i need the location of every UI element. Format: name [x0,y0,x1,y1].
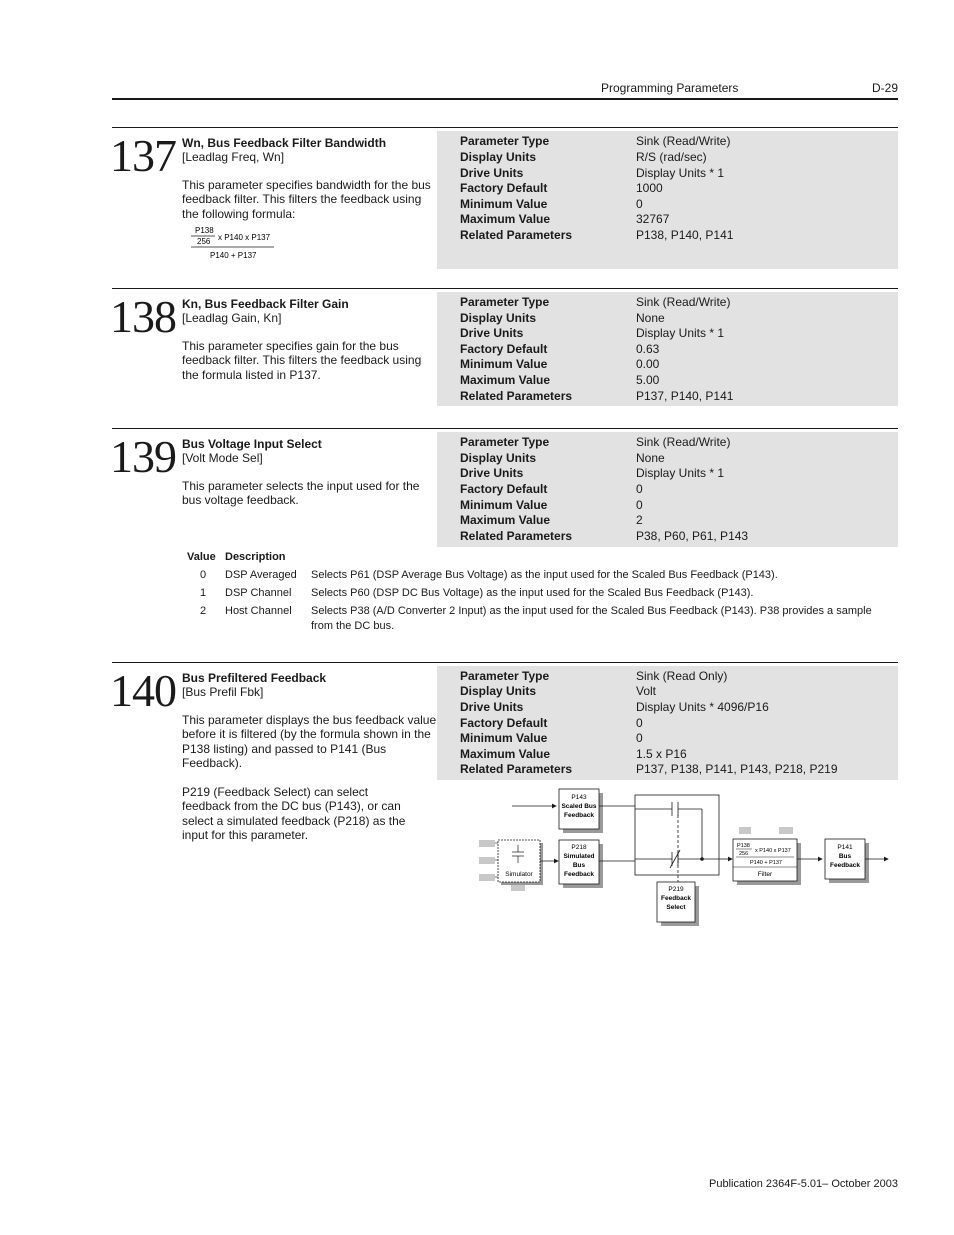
filter-label: Filter [757,871,773,878]
feedback-select-switch [599,795,719,882]
row-parameter-type: Parameter Type Sink (Read/Write) [460,435,731,449]
p219-feedback-select-block [657,882,699,926]
row-related-parameters: Related Parameters P138, P140, P141 [460,228,734,242]
row-maximum-value: Maximum Value 2 [460,513,643,527]
param-panel-138 [437,292,898,406]
filter-formula-bottom: P140 + P137 [750,860,782,866]
param-alias-140: [Bus Prefil Fbk] [182,685,264,699]
section-rule-140 [112,662,898,663]
param-title-139: Bus Voltage Input Select [182,437,322,451]
publication-footer: Publication 2364F-5.01– October 2003 [709,1178,898,1190]
row-parameter-type: Parameter Type Sink (Read/Write) [460,295,731,309]
param-description-140-b: P219 (Feedback Select) can select feedback from the DC bus (P143), or can select a simulated feedback (P218) as the input for this parameter. [182,785,406,842]
row-display-units: Display Units R/S (rad/sec) [460,150,707,164]
row-display-units: Display Units None [460,451,665,465]
table-row-text: Selects P61 (DSP Average Bus Voltage) as the input used for the Scaled Bus Feedback (P143). [311,569,778,581]
row-related-parameters: Related Parameters P38, P60, P61, P143 [460,529,749,543]
table-row-text-continued: from the DC bus. [311,620,395,632]
param-alias-138: [Leadlag Gain, Kn] [182,311,282,325]
filter-formula-numerator: P138 [737,843,750,849]
simulator-block [498,840,543,885]
row-minimum-value: Minimum Value 0 [460,731,643,745]
row-minimum-value: Minimum Value 0.00 [460,357,660,371]
p141-line2: Feedback [830,862,860,869]
param-description-138: This parameter specifies gain for the bus feedback filter. This filters the feedback using the formula listed in P137. [182,339,422,382]
table-header-value: Value [187,551,216,563]
param-alias-137: [Leadlag Freq, Wn] [182,150,285,164]
table-row-name: DSP Channel [225,587,292,599]
table-row-value: 0 [200,569,207,581]
row-drive-units: Drive Units Display Units * 1 [460,326,725,340]
p218-simulated-bus-feedback-block [559,840,603,888]
row-drive-units: Drive Units Display Units * 1 [460,166,725,180]
param-title-137: Wn, Bus Feedback Filter Bandwidth [182,136,387,150]
section-rule-138 [112,288,898,289]
feedback-block-diagram [474,785,894,930]
p143-line2: Feedback [564,812,594,819]
param-panel-139 [437,432,898,547]
simulator-label: Simulator [505,871,533,878]
p218-id: P218 [571,844,587,851]
header-section-title: Programming Parameters [601,81,739,95]
row-display-units: Display Units Volt [460,684,657,698]
param-panel-137 [437,131,898,269]
p141-bus-feedback-block [825,839,869,883]
filter-formula-middle: x P140 x P137 [755,848,791,854]
row-factory-default: Factory Default 0 [460,716,643,730]
row-maximum-value: Maximum Value 5.00 [460,373,660,387]
param-alias-139: [Volt Mode Sel] [182,451,263,465]
row-minimum-value: Minimum Value 0 [460,197,643,211]
row-maximum-value: Maximum Value 32767 [460,212,670,226]
row-factory-default: Factory Default 0 [460,482,643,496]
formula-denominator: 256 [197,237,211,246]
param-number-139: 139 [110,431,176,482]
p143-id: P143 [571,794,587,801]
row-display-units: Display Units None [460,311,665,325]
param-number-138: 138 [110,291,176,342]
p218-line3: Feedback [564,871,594,878]
table-row-value: 1 [200,587,207,599]
p219-id: P219 [668,886,684,893]
table-header-description: Description [225,551,286,563]
p219-line1: Feedback [661,895,691,902]
p219-line2: Select [666,904,686,911]
row-parameter-type: Parameter Type Sink (Read/Write) [460,134,731,148]
p218-line1: Simulated [563,853,595,860]
param-number-140: 140 [110,665,176,716]
header-page-number: D-29 [872,81,899,95]
param-description-137: This parameter specifies bandwidth for the bus feedback filter. This filters the feedback using the following formula: [182,178,431,221]
table-row-name: DSP Averaged [225,569,297,581]
header-rule [112,98,898,100]
formula-middle: x P140 x P137 [218,233,271,242]
p143-scaled-bus-feedback-block [559,789,603,833]
p143-line1: Scaled Bus [561,803,597,810]
param-description-140: This parameter displays the bus feedback value before it is filtered (by the formula shown in the P138 listing) and passed to P141 (Bus Feedback). [182,713,437,770]
p141-id: P141 [837,844,853,851]
param-title-140: Bus Prefiltered Feedback [182,671,327,685]
p141-line1: Bus [838,853,852,860]
param-description-139: This parameter selects the input used for the bus voltage feedback. [182,479,420,508]
table-row-name: Host Channel [225,605,292,617]
row-factory-default: Factory Default 1000 [460,181,663,195]
row-related-parameters: Related Parameters P137, P140, P141 [460,389,734,403]
row-minimum-value: Minimum Value 0 [460,498,643,512]
formula-numerator: P138 [195,226,214,235]
p218-line2: Bus [572,862,586,869]
filter-block [733,827,801,885]
row-related-parameters: Related Parameters P137, P138, P141, P143, P218, P219 [460,762,838,776]
formula-bottom: P140 + P137 [210,251,257,260]
table-row-text: Selects P60 (DSP DC Bus Voltage) as the input used for the Scaled Bus Feedback (P143). [311,587,754,599]
table-row-value: 2 [200,605,207,617]
row-drive-units: Drive Units Display Units * 4096/P16 [460,700,769,714]
filter-formula-denominator: 256 [739,851,749,857]
row-drive-units: Drive Units Display Units * 1 [460,466,725,480]
row-maximum-value: Maximum Value 1.5 x P16 [460,747,687,761]
section-rule-139 [112,428,898,429]
bandwidth-formula [188,224,288,264]
param-title-138: Kn, Bus Feedback Filter Gain [182,297,349,311]
row-parameter-type: Parameter Type Sink (Read Only) [460,669,728,683]
table-row-text: Selects P38 (A/D Converter 2 Input) as the input used for the Scaled Bus Feedback (P143). P38 provides a sample [311,605,872,617]
section-rule-137 [112,127,898,128]
param-number-137: 137 [110,130,176,181]
param-panel-140 [437,666,898,780]
row-factory-default: Factory Default 0.63 [460,342,660,356]
